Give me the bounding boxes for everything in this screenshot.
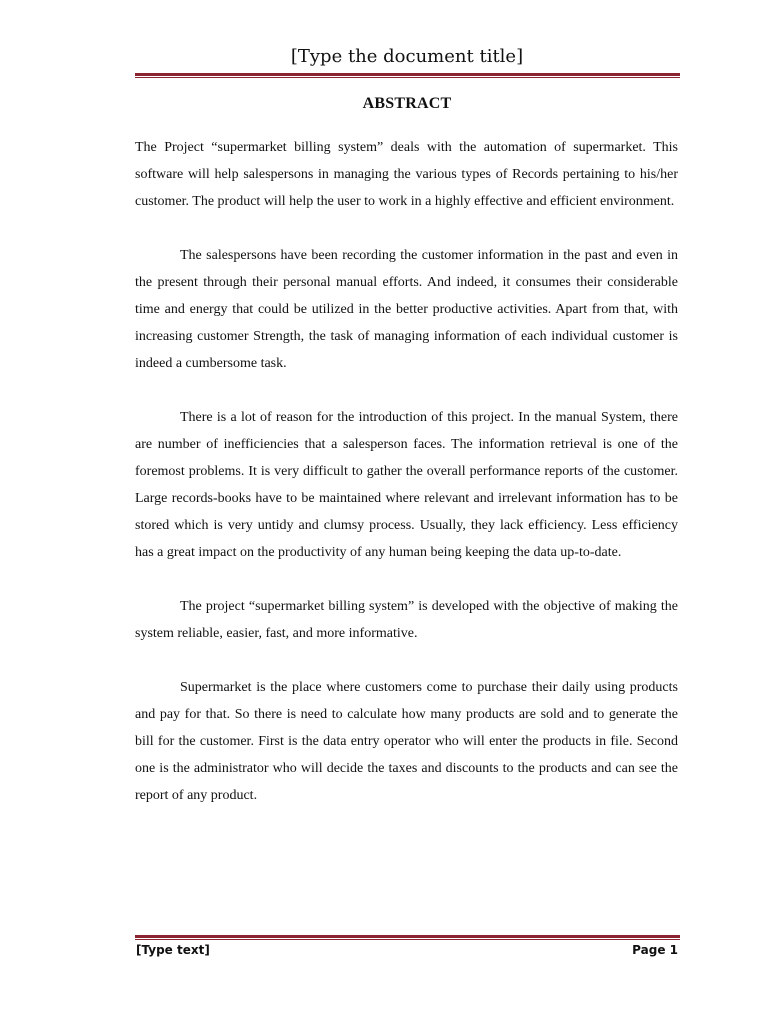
document-title: [Type the document title] [290,46,524,67]
paragraph-background: The salespersons have been recording the customer information in the past and even in the present through their personal manual efforts. And indeed, it consumes their considerable time and energy that could be utilized in the better productive activities. Apart from that, with increasing customer Strength, the task of managing information of each individual customer is indeed a cumbersome task. [135,248,678,371]
paragraph-objective: The project “supermarket billing system” is developed with the objective of making the system reliable, easier, fast, and more informative. [135,599,678,641]
paragraph-description: Supermarket is the place where customers come to purchase their daily using products and pay for that. So there is need to calculate how many products are sold and to generate the bill for the customer. First is the data entry operator who will enter the products in file. Second one is the administrator who will decide the taxes and discounts to the products and can see the report of any product. [135,680,678,803]
header-rule [135,73,680,78]
paragraph-intro: The Project “supermarket billing system” deals with the automation of supermarket. This software will help salespersons in managing the various types of Records pertaining to his/her customer. The product will help the user to work in a highly effective and efficient environment. [135,140,678,209]
page-number: Page 1 [632,943,678,957]
footer-rule [135,935,680,940]
document-body [135,134,678,836]
footer-text: [Type text] [136,943,210,957]
section-heading: ABSTRACT [362,95,452,112]
paragraph-motivation: There is a lot of reason for the introduction of this project. In the manual System, there are number of inefficiencies that a salesperson faces. The information retrieval is one of the foremost problems. It is very difficult to gather the overall performance reports of the customer. Large records-books have to be maintained where relevant and irrelevant information has to be stored which is very untidy and clumsy process. Usually, they lack efficiency. Less efficiency has a great impact on the productivity of any human being keeping the data up-to-date. [135,410,678,560]
